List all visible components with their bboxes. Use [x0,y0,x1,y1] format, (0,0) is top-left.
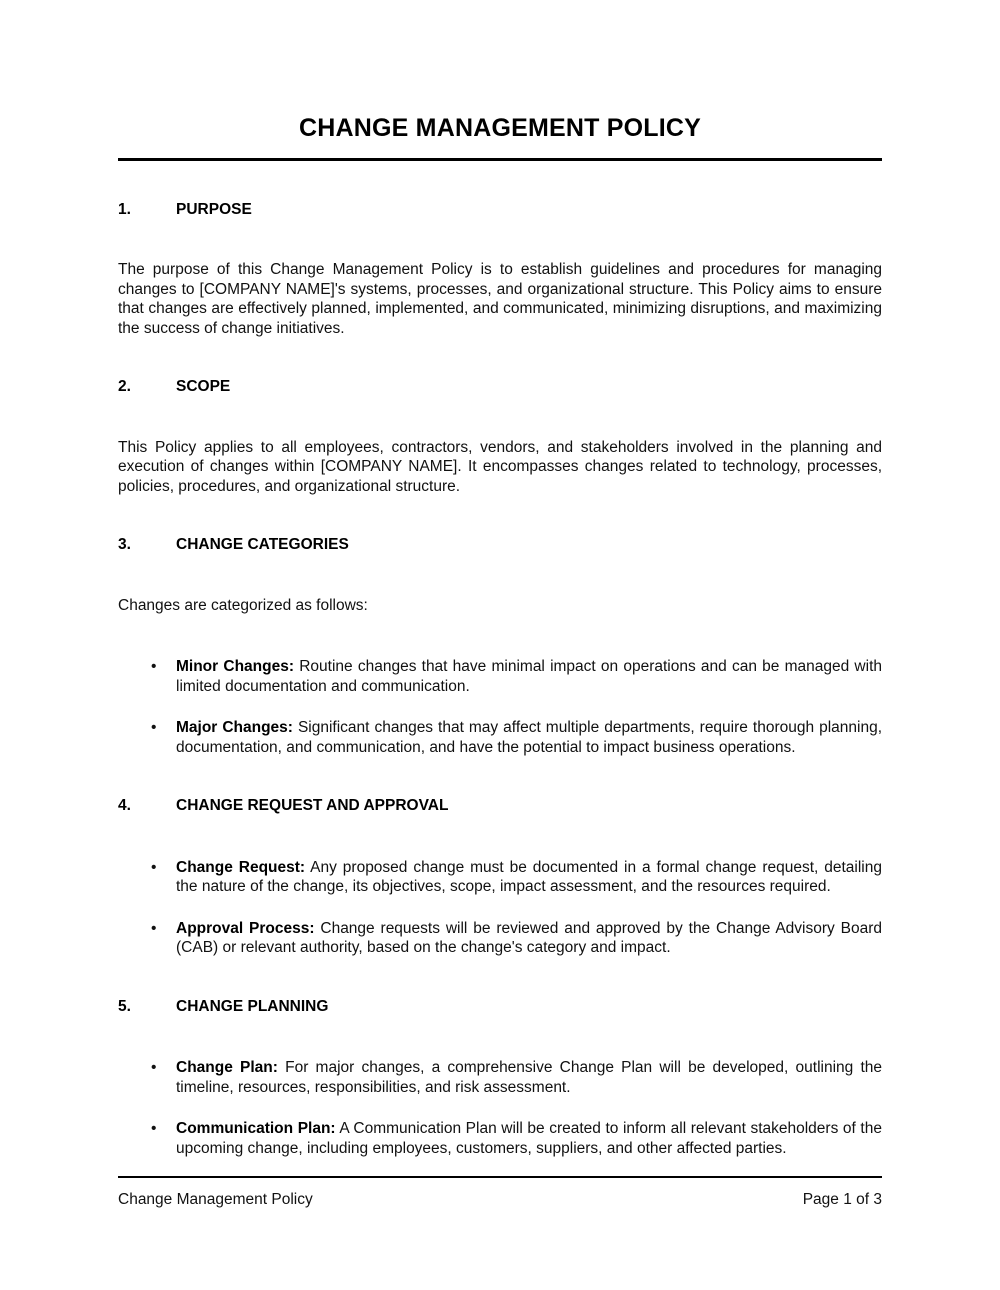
list-item-approval-process [118,919,882,958]
list-item-text [176,1119,882,1158]
section-heading-label: CHANGE REQUEST AND APPROVAL [176,797,449,815]
title-divider [118,158,882,161]
list-item-body: Significant changes that may affect multiple departments, require thorough planning, documentation, and communication, and have the potential to impact business operations. [176,719,882,756]
section-number: 5. [118,997,131,1015]
bullet-icon: • [151,1120,157,1138]
section-heading-label: CHANGE PLANNING [176,997,329,1015]
purpose-paragraph: The purpose of this Change Management Policy is to establish guidelines and procedures for managing changes to [COMPANY NAME]'s systems, processes, and organizational structure. This Policy aims to ensure that changes are effectively planned, implemented, and communicated, minimizing disruptions, and maximizing the success of change initiatives. [118,261,882,337]
footer-document-name: Change Management Policy [118,1191,313,1208]
list-item-label: Change Plan: [176,1059,278,1077]
section-heading-change-planning [118,997,882,1016]
footer-page-number: Page 1 of 3 [802,1191,882,1208]
section-heading-change-request-approval [118,796,882,815]
list-item-minor-changes [118,657,882,696]
list-item-text [176,858,882,897]
list-item-label: Major Changes: [176,719,293,737]
section-heading-label: PURPOSE [176,201,252,218]
bullet-icon: • [151,1059,157,1077]
page-footer [118,1176,882,1209]
list-item-text [176,919,882,958]
list-item-body: A Communication Plan will be created to inform all relevant stakeholders of the upcoming change, including employees, customers, suppliers, and other affected parties. [176,1120,882,1157]
list-item-text [176,657,882,696]
document-body [118,0,882,1158]
section-heading-change-categories [118,535,882,554]
list-item-body: Any proposed change must be documented in a formal change request, detailing the nature of the change, its objectives, scope, impact assessment, and the resources required. [176,858,882,896]
list-item-body: For major changes, a comprehensive Change Plan will be developed, outlining the timeline, resources, responsibilities, and risk assessment. [176,1059,882,1096]
list-item-label: Approval Process: [176,919,315,937]
bullet-icon: • [151,919,157,937]
scope-paragraph: This Policy applies to all employees, contractors, vendors, and stakeholders involved in the planning and execution of changes within [COMPANY NAME]. It encompasses changes related to technology, processes, policies, procedures, and organizational structure. [118,438,882,495]
list-item-communication-plan [118,1119,882,1158]
list-item-text [176,718,882,757]
categories-intro: Changes are categorized as follows: [118,596,368,614]
list-item-change-plan [118,1058,882,1097]
list-item-text [176,1058,882,1097]
list-item-body: Change requests will be reviewed and approved by the Change Advisory Board (CAB) or relevant authority, based on the change's category and impact. [176,919,882,957]
section-number: 1. [118,201,131,218]
footer-divider [118,1176,882,1178]
section-heading-scope [118,377,882,396]
bullet-icon: • [151,858,157,876]
document-title: CHANGE MANAGEMENT POLICY [298,114,702,142]
section-heading-label: CHANGE CATEGORIES [176,536,349,554]
bullet-icon: • [151,658,157,676]
section-heading-purpose [118,200,882,219]
list-item-body: Routine changes that have minimal impact on operations and can be managed with limited documentation and communication. [176,658,882,695]
section-number: 4. [118,797,131,815]
section-heading-label: SCOPE [176,378,231,396]
list-item-major-changes [118,718,882,757]
list-item-change-request [118,858,882,897]
list-item-label: Minor Changes: [176,658,295,676]
section-number: 3. [118,536,131,554]
bullet-icon: • [151,719,157,737]
list-item-label: Communication Plan: [176,1120,336,1138]
list-item-label: Change Request: [176,858,306,876]
section-number: 2. [118,378,131,396]
